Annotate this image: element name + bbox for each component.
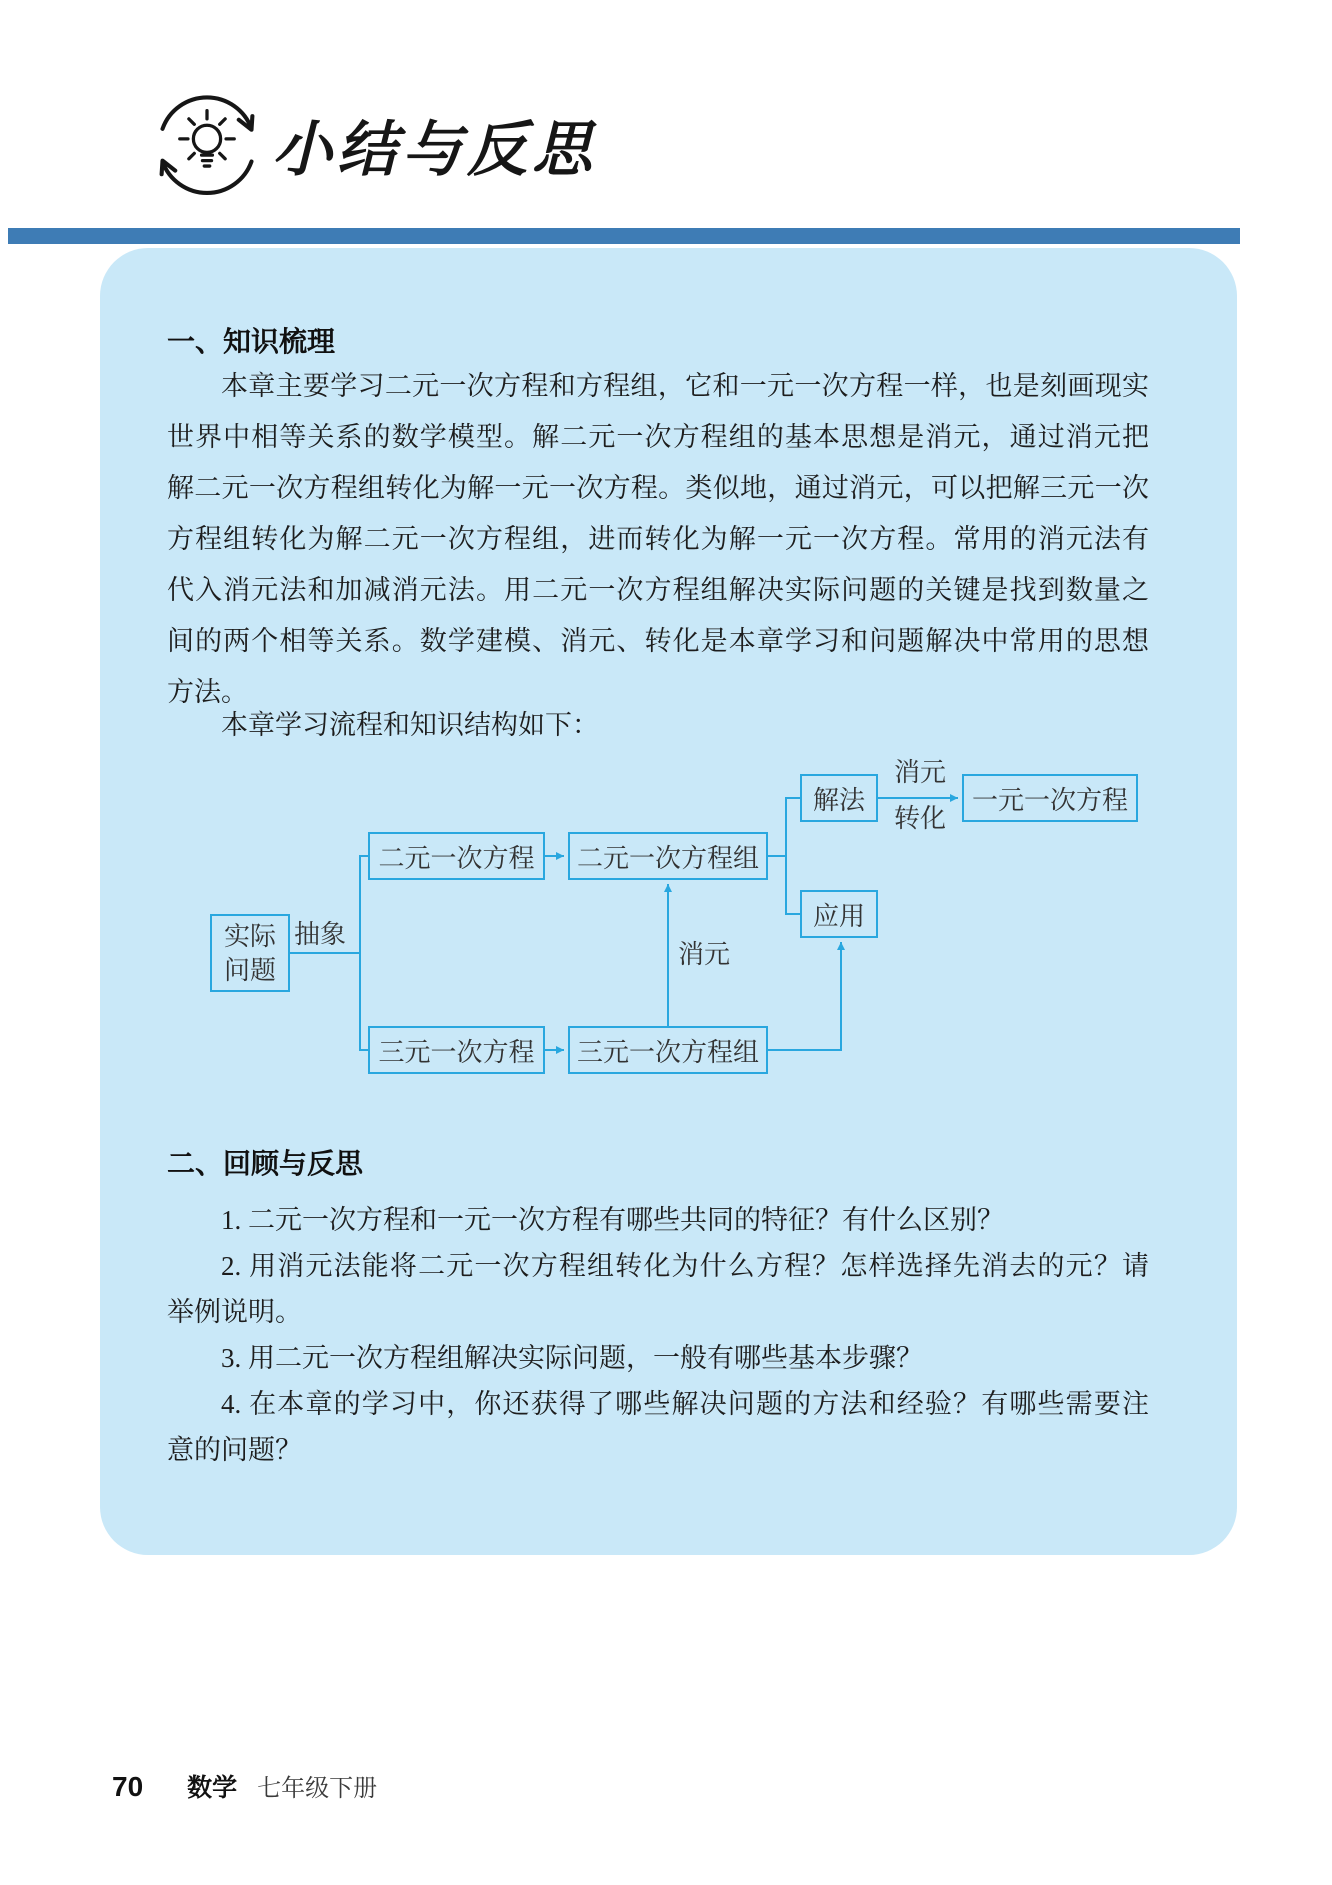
paragraph-line: 方法。 [167, 677, 248, 707]
edge-label-eliminate: 消元 [678, 939, 731, 969]
footer-volume: 七年级下册 [257, 1775, 378, 1802]
node-solution-method: 解法 [800, 774, 878, 822]
edge-label-eliminate-transform: 转化 [893, 803, 946, 833]
paragraph-line: 间的两个相等关系。数学建模、消元、转化是本章学习和问题解决中常用的思想 [167, 626, 1149, 656]
node-label: 实际 [223, 921, 276, 951]
section2-heading: 二、回顾与反思 [167, 1148, 364, 1179]
content-panel [100, 248, 1237, 1555]
question-4-line2: 意的问题？ [167, 1435, 302, 1465]
section-divider-bar [8, 228, 1240, 244]
node-binary-linear-equation: 二元一次方程 [368, 832, 545, 880]
lightbulb-cycle-icon [148, 88, 266, 206]
page-title: 小结与反思 [272, 117, 597, 183]
question-2-line2: 举例说明。 [167, 1297, 302, 1327]
paragraph-line: 代入消元法和加减消元法。用二元一次方程组解决实际问题的关键是找到数量之 [167, 575, 1149, 605]
question-1: 1. 二元一次方程和一元一次方程有哪些共同的特征？有什么区别？ [221, 1205, 1004, 1235]
paragraph-line: 方程组转化为解二元一次方程组，进而转化为解一元一次方程。常用的消元法有 [167, 524, 1149, 554]
question-4-line1: 4. 在本章的学习中，你还获得了哪些解决问题的方法和经验？有哪些需要注 [221, 1389, 1149, 1419]
question-2-line1: 2. 用消元法能将二元一次方程组转化为什么方程？怎样选择先消去的元？请 [221, 1251, 1149, 1281]
footer-subject: 数学 [187, 1774, 238, 1802]
edge-label-abstract: 抽象 [294, 919, 347, 949]
edge-label-eliminate-transform: 消元 [893, 757, 946, 787]
node-practical-problem [210, 914, 290, 992]
node-ternary-linear-equation: 三元一次方程 [368, 1026, 545, 1074]
question-3: 3. 用二元一次方程组解决实际问题，一般有哪些基本步骤？ [221, 1343, 923, 1373]
node-label: 问题 [223, 955, 276, 985]
paragraph-line: 解二元一次方程组转化为解一元一次方程。类似地，通过消元，可以把解三元一次 [167, 473, 1149, 503]
paragraph-line: 世界中相等关系的数学模型。解二元一次方程组的基本思想是消元，通过消元把 [167, 422, 1149, 452]
node-application: 应用 [800, 890, 878, 938]
flow-intro-line: 本章学习流程和知识结构如下： [221, 710, 599, 740]
node-binary-equation-system: 二元一次方程组 [568, 832, 768, 880]
section1-heading: 一、知识梳理 [167, 326, 336, 357]
page-number: 70 [112, 1771, 144, 1802]
node-ternary-equation-system: 三元一次方程组 [568, 1026, 768, 1074]
knowledge-structure-diagram [170, 742, 1160, 1092]
node-linear-equation: 一元一次方程 [962, 774, 1138, 822]
paragraph-line: 本章主要学习二元一次方程和方程组，它和一元一次方程一样，也是刻画现实 [221, 371, 1149, 401]
page-footer [112, 1768, 377, 1804]
